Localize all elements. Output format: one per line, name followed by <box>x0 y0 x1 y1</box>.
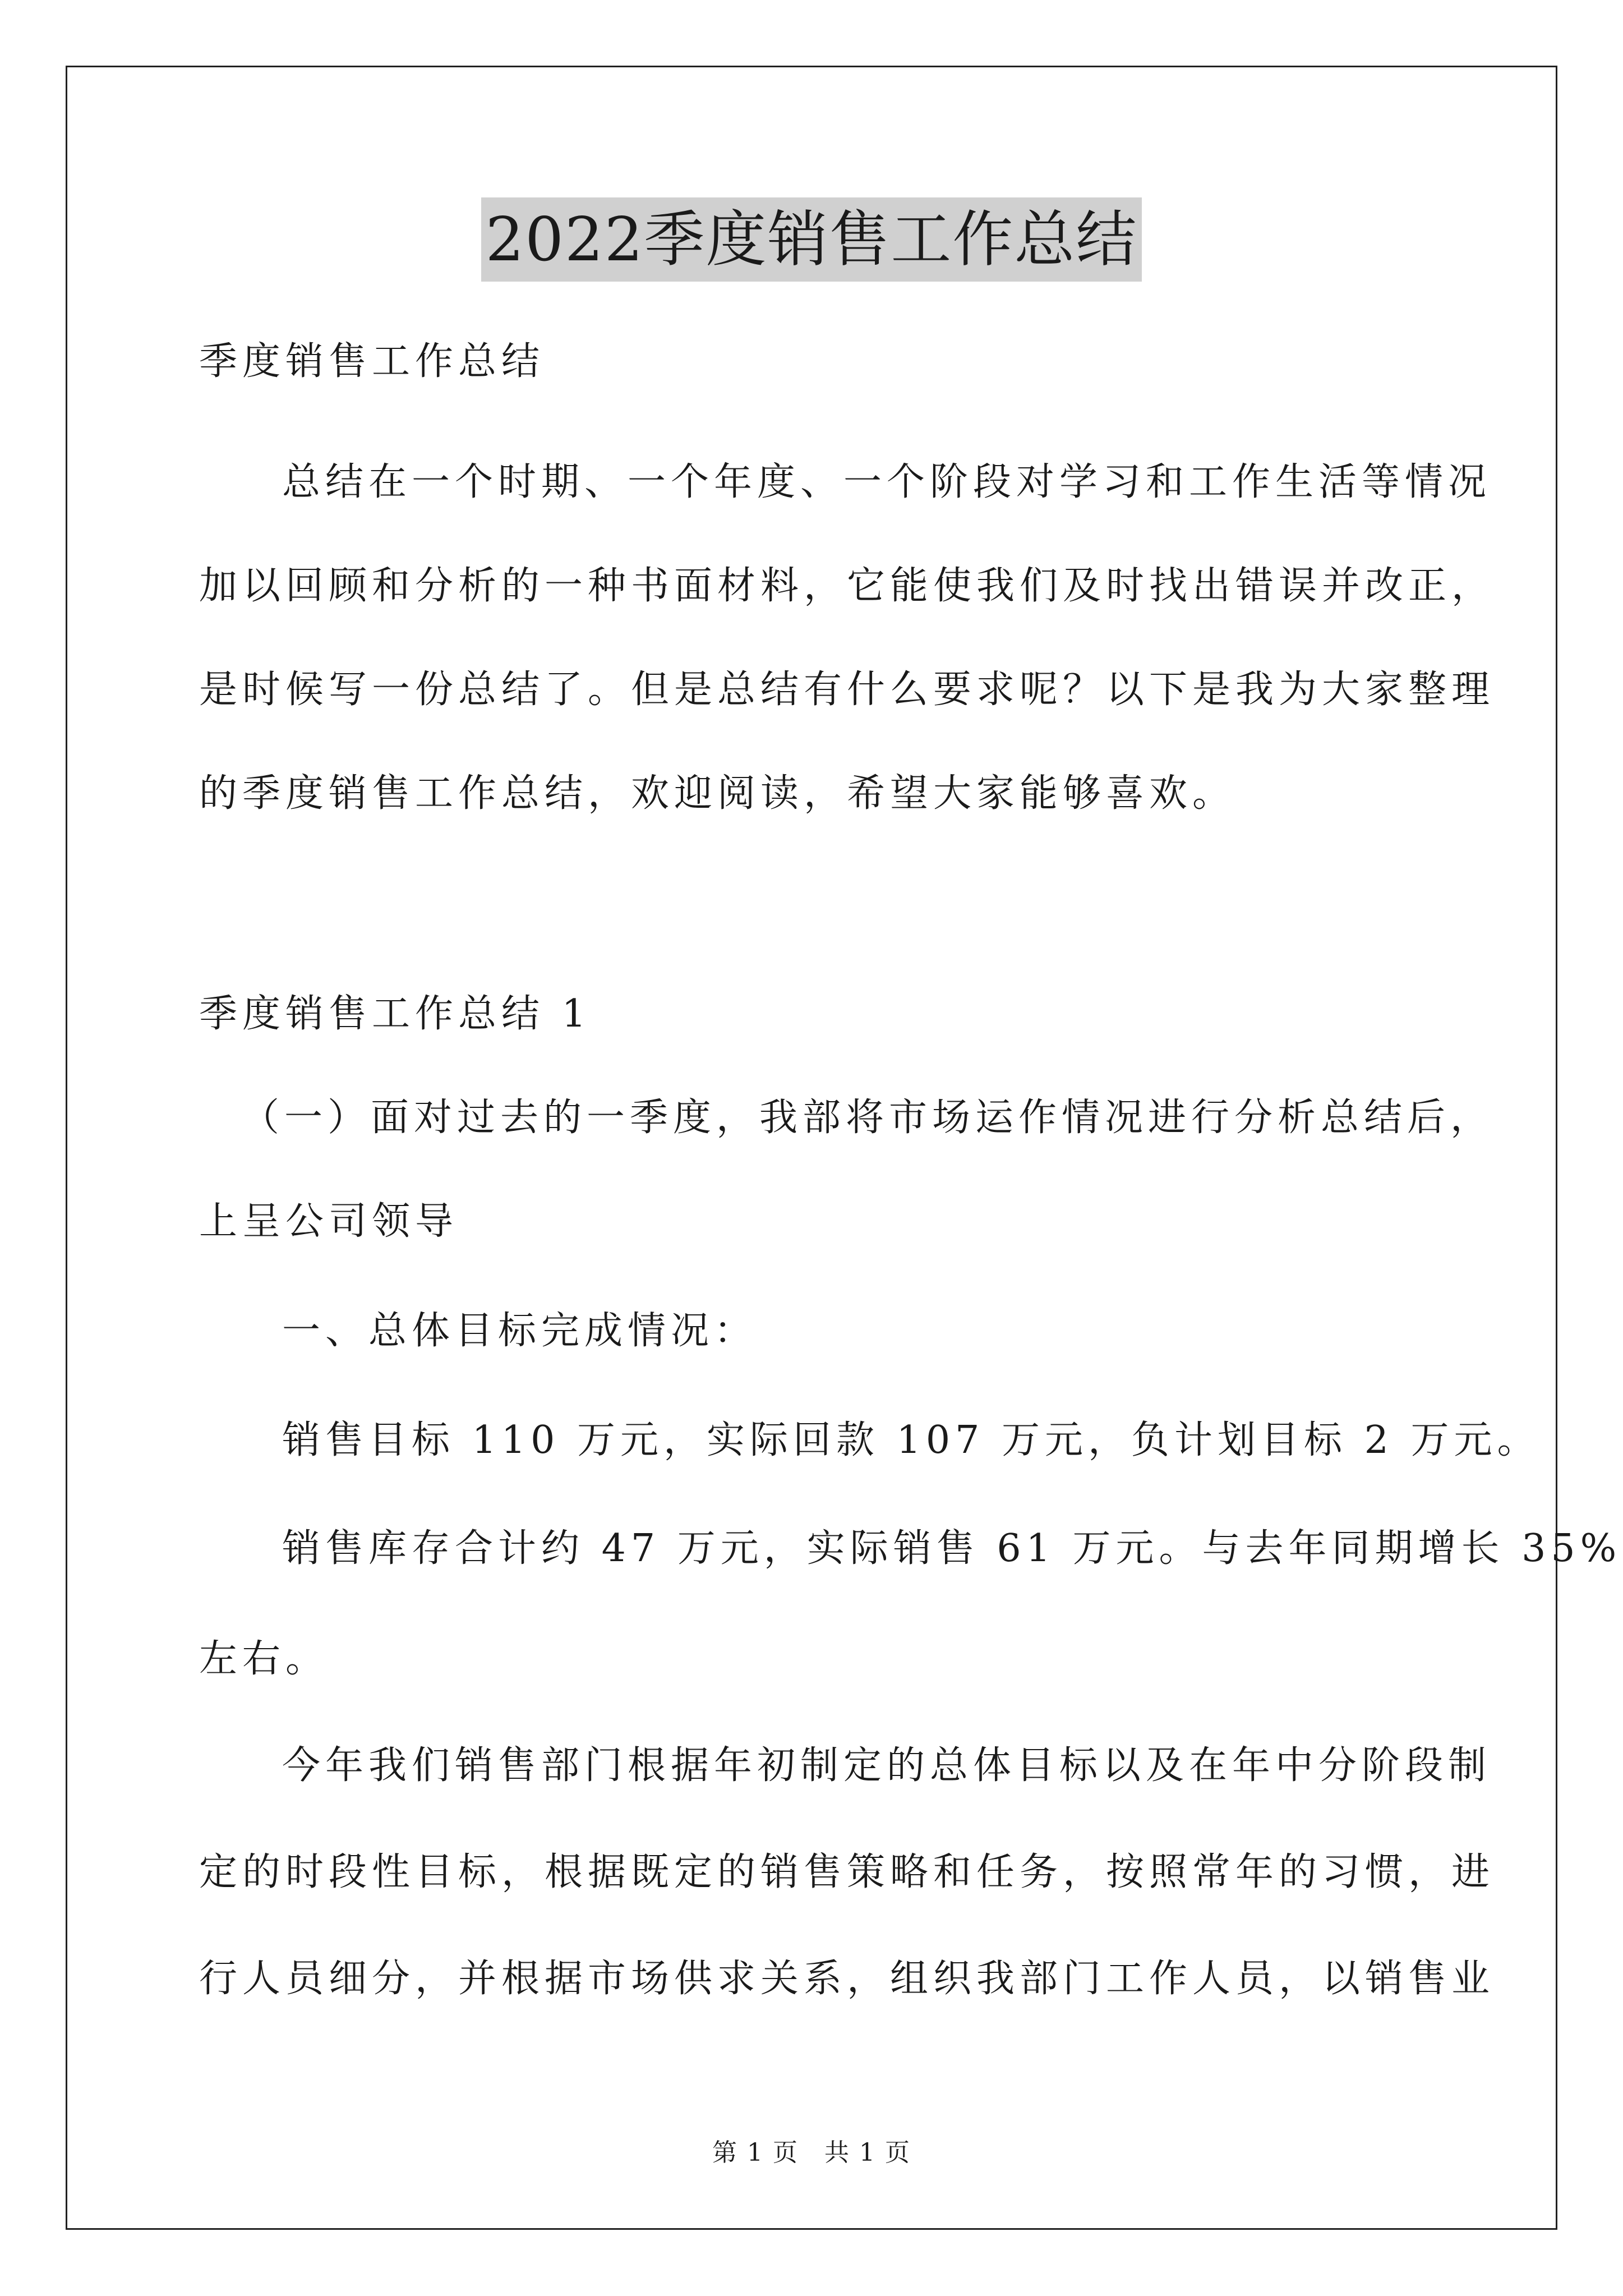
intro-line: 是时候写一份总结了。但是总结有什么要求呢？以下是我为大家整理 <box>199 668 1495 712</box>
body-line: 销售库存合计约 47 万元，实际销售 61 万元。与去年同期增长 35% <box>282 1526 1622 1571</box>
page-footer: 第 1 页 共 1 页 <box>712 2138 911 2167</box>
body-line: （一）面对过去的一季度，我部将市场运作情况进行分析总结后， <box>241 1096 1494 1140</box>
intro-line: 的季度销售工作总结，欢迎阅读，希望大家能够喜欢。 <box>199 771 1236 816</box>
body-line: 今年我们销售部门根据年初制定的总体目标以及在年中分阶段制 <box>282 1743 1492 1788</box>
body-line: 定的时段性目标，根据既定的销售策略和任务，按照常年的习惯，进 <box>199 1850 1495 1894</box>
body-line: 销售目标 110 万元，实际回款 107 万元，负计划目标 2 万元。 <box>282 1418 1541 1462</box>
section-heading: 季度销售工作总结 <box>199 339 545 384</box>
document-title[interactable]: 2022季度销售工作总结 <box>481 197 1142 282</box>
subsection-heading: 一、总体目标完成情况： <box>282 1309 758 1353</box>
body-line: 左右。 <box>199 1637 329 1681</box>
document-title-container <box>0 197 1623 282</box>
intro-line: 总结在一个时期、一个年度、一个阶段对学习和工作生活等情况 <box>282 460 1492 504</box>
intro-line: 加以回顾和分析的一种书面材料，它能使我们及时找出错误并改正， <box>199 564 1495 608</box>
section-heading: 季度销售工作总结 1 <box>199 992 591 1036</box>
body-line: 上呈公司领导 <box>199 1199 459 1244</box>
body-line: 行人员细分，并根据市场供求关系，组织我部门工作人员，以销售业 <box>199 1957 1495 2001</box>
